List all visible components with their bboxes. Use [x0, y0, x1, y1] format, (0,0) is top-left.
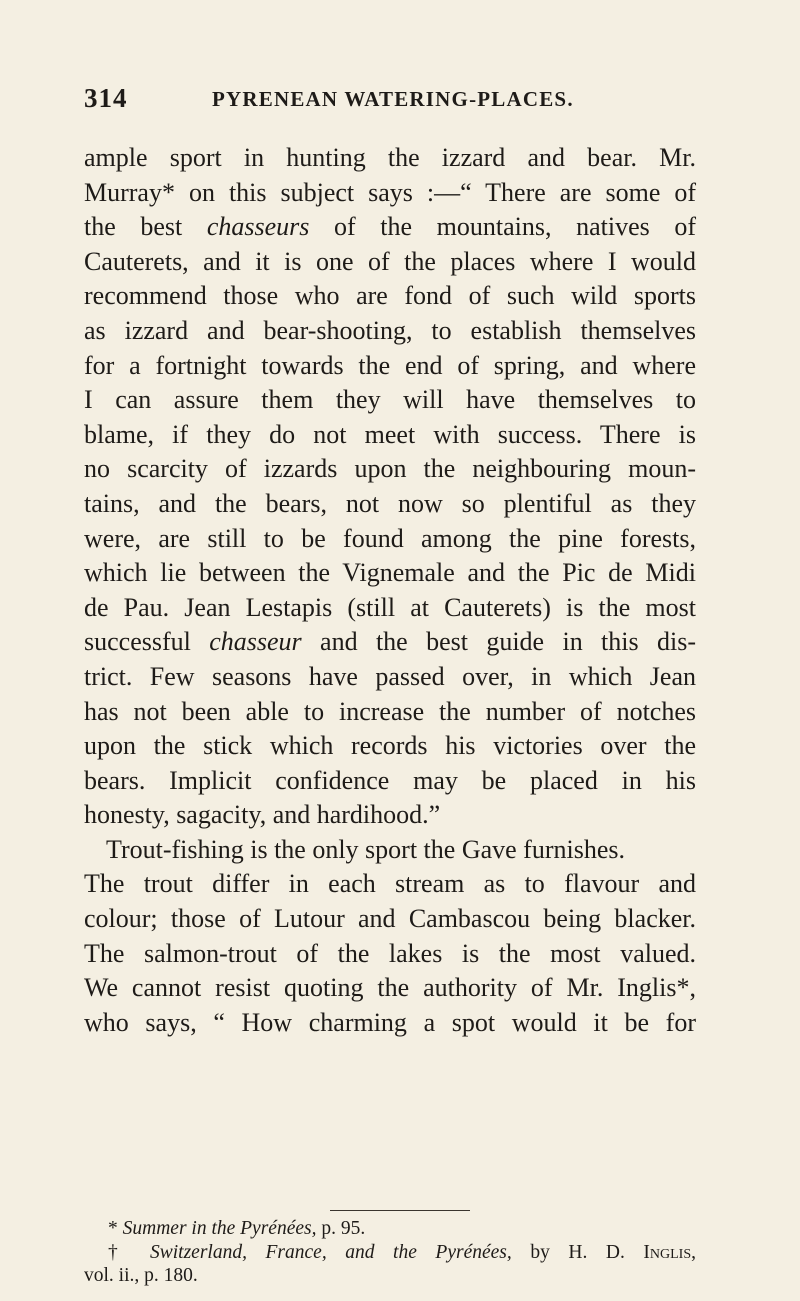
text-line: which lie between the Vignemale and the Pic de Midi [84, 558, 696, 588]
text-line: The salmon-trout of the lakes is the most valued. [84, 938, 696, 968]
text-line: tains, and the bears, not now so plentiful as they [84, 488, 696, 518]
text-line: who says, “ How charming a spot would it be for [84, 1007, 696, 1037]
text-line: for a fortnight towards the end of spring, and where [84, 350, 696, 380]
text-line: I can assure them they will have themselves to [84, 385, 696, 415]
text-line: successful chasseur and the best guide in this dis- [84, 627, 696, 657]
text-line: has not been able to increase the number of notches [84, 696, 696, 726]
text-line: upon the stick which records his victories over the [84, 731, 696, 761]
text-line: colour; those of Lutour and Cambascou being blacker. [84, 904, 696, 934]
text-line: the best chasseurs of the mountains, natives of [84, 212, 696, 242]
text-line: de Pau. Jean Lestapis (still at Cauterets) is the most [84, 592, 696, 622]
text-line: ample sport in hunting the izzard and bear. Mr. [84, 143, 696, 172]
text-line: Murray* on this subject says :—“ There are some of [84, 177, 696, 207]
text-line: Trout-fishing is the only sport the Gave furnishes. [106, 834, 625, 864]
text-line: recommend those who are fond of such wild sports [84, 281, 696, 311]
footnotes [84, 1217, 696, 1288]
text-line: bears. Implicit confidence may be placed in his [84, 765, 696, 795]
text-line: The trout differ in each stream as to flavour and [84, 869, 696, 899]
footnote-divider [330, 1210, 470, 1211]
text-line: We cannot resist quoting the authority of Mr. Inglis*, [84, 973, 696, 1003]
running-head: PYRENEAN WATERING-PLACES. [212, 87, 574, 111]
italic-term: chasseurs [206, 212, 310, 242]
footnote-2: † Switzerland, France, and the Pyrénées, by H. D. Inglis, [108, 1241, 696, 1263]
text-line: Cauterets, and it is one of the places where I would [84, 246, 696, 276]
text-line: trict. Few seasons have passed over, in which Jean [84, 661, 696, 691]
footnote-1: * Summer in the Pyrénées, p. 95. [108, 1218, 366, 1239]
page-number: 314 [84, 83, 128, 113]
text-line: honesty, sagacity, and hardihood.” [84, 800, 441, 830]
italic-term: chasseur [209, 627, 302, 657]
text-line: were, are still to be found among the pine forests, [84, 523, 696, 553]
text-line: blame, if they do not meet with success. There is [84, 419, 696, 449]
text-line: no scarcity of izzards upon the neighbouring moun- [84, 454, 696, 484]
footnote-2-continued: vol. ii., p. 180. [84, 1265, 198, 1286]
body-text [84, 141, 696, 1040]
text-line: as izzard and bear-shooting, to establish themselves [84, 315, 696, 345]
page-header [84, 83, 696, 117]
